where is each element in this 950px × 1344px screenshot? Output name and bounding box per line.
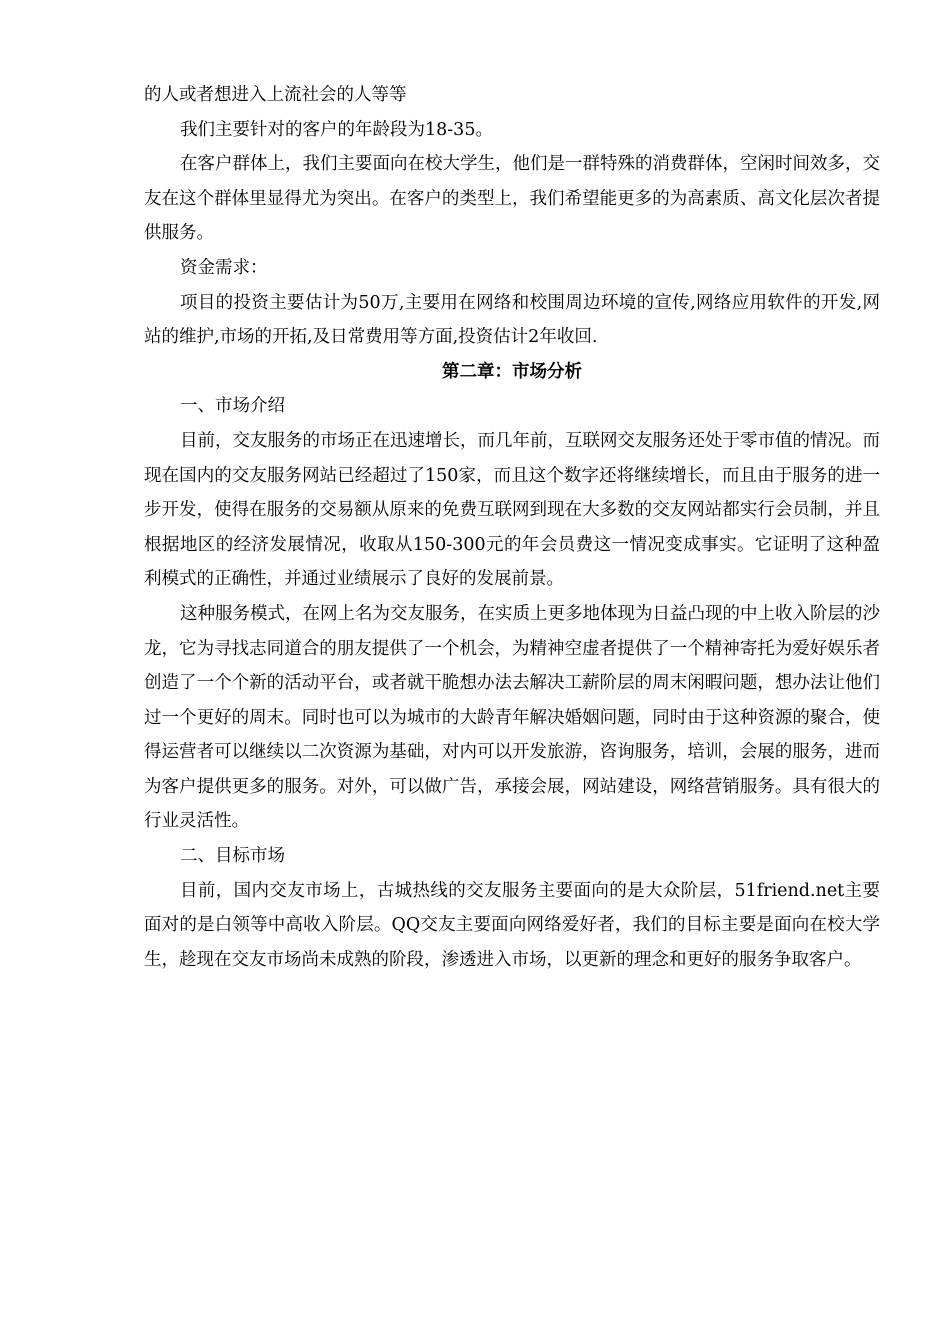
paragraph-funding: 项目的投资主要估计为50万,主要用在网络和校围周边环境的宣传,网络应用软件的开发,网站的维护,市场的开拓,及日常费用等方面,投资估计2年收回. <box>144 292 880 348</box>
paragraph-age-range: 我们主要针对的客户的年龄段为18-35。 <box>180 119 493 140</box>
paragraph-continuation: 的人或者想进入上流社会的人等等 <box>144 85 407 105</box>
chapter-title: 第二章：市场分析 <box>442 361 582 382</box>
paragraph-service-model: 这种服务模式，在网上名为交友服务，在实质上更多地体现为日益凸现的中上收入阶层的沙龙，它为寻找志同道合的朋友提供了一个机会，为精神空虚者提供了一个精神寄托为爱好娱乐者创造了一个个新的活动平台，或者就干脆想办法去解决工薪阶层的周末闲暇问题，想办法让他们过一个更好的周末。同时也可以为城市的大龄青年解决婚姻问题，同时由于这种资源的聚合，使得运营者可以继续以二次资源为基础，对内可以开发旅游，咨询服务，培训，会展的服务，进而为客户提供更多的服务。对外，可以做广告，承接会展，网站建设，网络营销服务。具有很大的行业灵活性。 <box>144 603 880 832</box>
section-target-market: 二、目标市场 <box>180 846 285 867</box>
paragraph-customer-group: 在客户群体上，我们主要面向在校大学生，他们是一群特殊的消费群体，空闲时间效多，交友在这个群体里显得尤为突出。在客户的类型上，我们希望能更多的为高素质、高文化层次者提供服务。 <box>144 154 880 244</box>
heading-funding: 资金需求： <box>180 257 268 278</box>
document-body <box>144 78 880 977</box>
paragraph-market-growth: 目前，交友服务的市场正在迅速增长，而几年前，互联网交友服务还处于零市值的情况。而现在国内的交友服务网站已经超过了150家，而且这个数字还将继续增长，而且由于服务的进一步开发，使得在服务的交易额从原来的免费互联网到现在大多数的交友网站都实行会员制，并且根据地区的经济发展情况，收取从150-300元的年会员费这一情况变成事实。它证明了这种盈利模式的正确性，并通过业绩展示了良好的发展前景。 <box>144 430 880 590</box>
section-market-intro: 一、市场介绍 <box>180 396 285 417</box>
paragraph-target-market: 目前，国内交友市场上，古城热线的交友服务主要面向的是大众阶层，51friend.net主要面对的是白领等中高收入阶层。QQ交友主要面向网络爱好者，我们的目标主要是面向在校大学生，趁现在交友市场尚未成熟的阶段，渗透进入市场，以更新的理念和更好的服务争取客户。 <box>144 880 880 970</box>
